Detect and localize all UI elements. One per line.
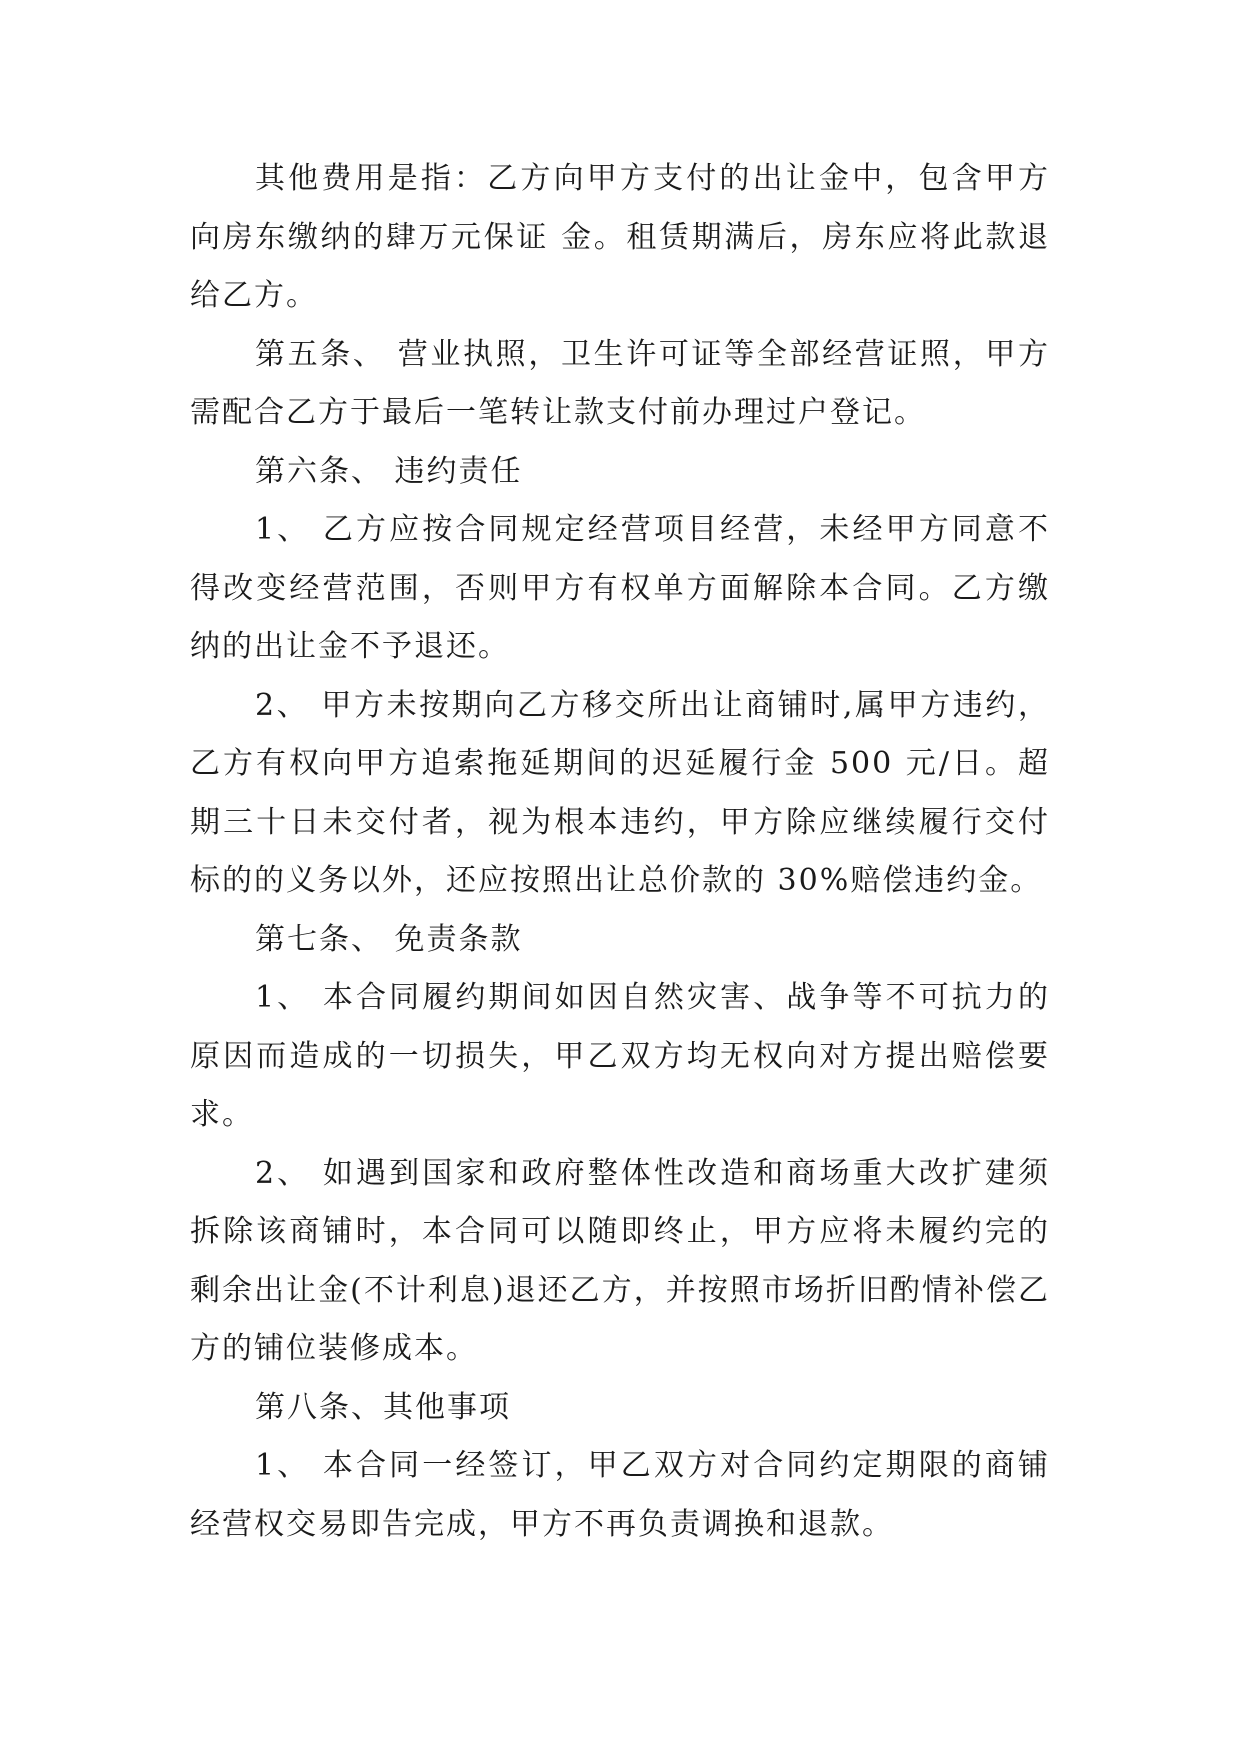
paragraph-article-7-item-1: 1、 本合同履约期间如因自然灾害、战争等不可抗力的原因而造成的一切损失，甲乙双方均无权向对方提出赔偿要求。 [190,980,1050,1132]
paragraph-article-6-item-2: 2、 甲方未按期向乙方移交所出让商铺时,属甲方违约，乙方有权向甲方追索拖延期间的迟延履行金 500 元/日。超期三十日未交付者，视为根本违约，甲方除应继续履行交付标的的义务以外，还应按照出让总价款的 30%赔偿违约金。 [190,687,1050,898]
paragraph-article-7-item-2: 2、 如遇到国家和政府整体性改造和商场重大改扩建须拆除该商铺时，本合同可以随即终止，甲方应将未履约完的剩余出让金(不计利息)退还乙方，并按照市场折旧酌情补偿乙方的铺位装修成本。 [190,1155,1050,1366]
paragraph-deposit-note: 其他费用是指：乙方向甲方支付的出让金中，包含甲方向房东缴纳的肆万元保证 金。租赁期满后，房东应将此款退给乙方。 [190,161,1050,313]
heading-article-7: 第七条、 免责条款 [255,921,523,957]
paragraph-article-5: 第五条、 营业执照，卫生许可证等全部经营证照，甲方需配合乙方于最后一笔转让款支付前办理过户登记。 [190,336,1050,430]
paragraph-article-6-item-1: 1、 乙方应按合同规定经营项目经营，未经甲方同意不得改变经营范围，否则甲方有权单方面解除本合同。乙方缴纳的出让金不予退还。 [190,512,1050,664]
heading-article-6: 第六条、 违约责任 [255,453,523,489]
document-page [190,150,1050,1554]
heading-article-8: 第八条、其他事项 [255,1389,511,1425]
paragraph-article-8-item-1: 1、 本合同一经签订，甲乙双方对合同约定期限的商铺经营权交易即告完成，甲方不再负责调换和退款。 [190,1448,1050,1542]
